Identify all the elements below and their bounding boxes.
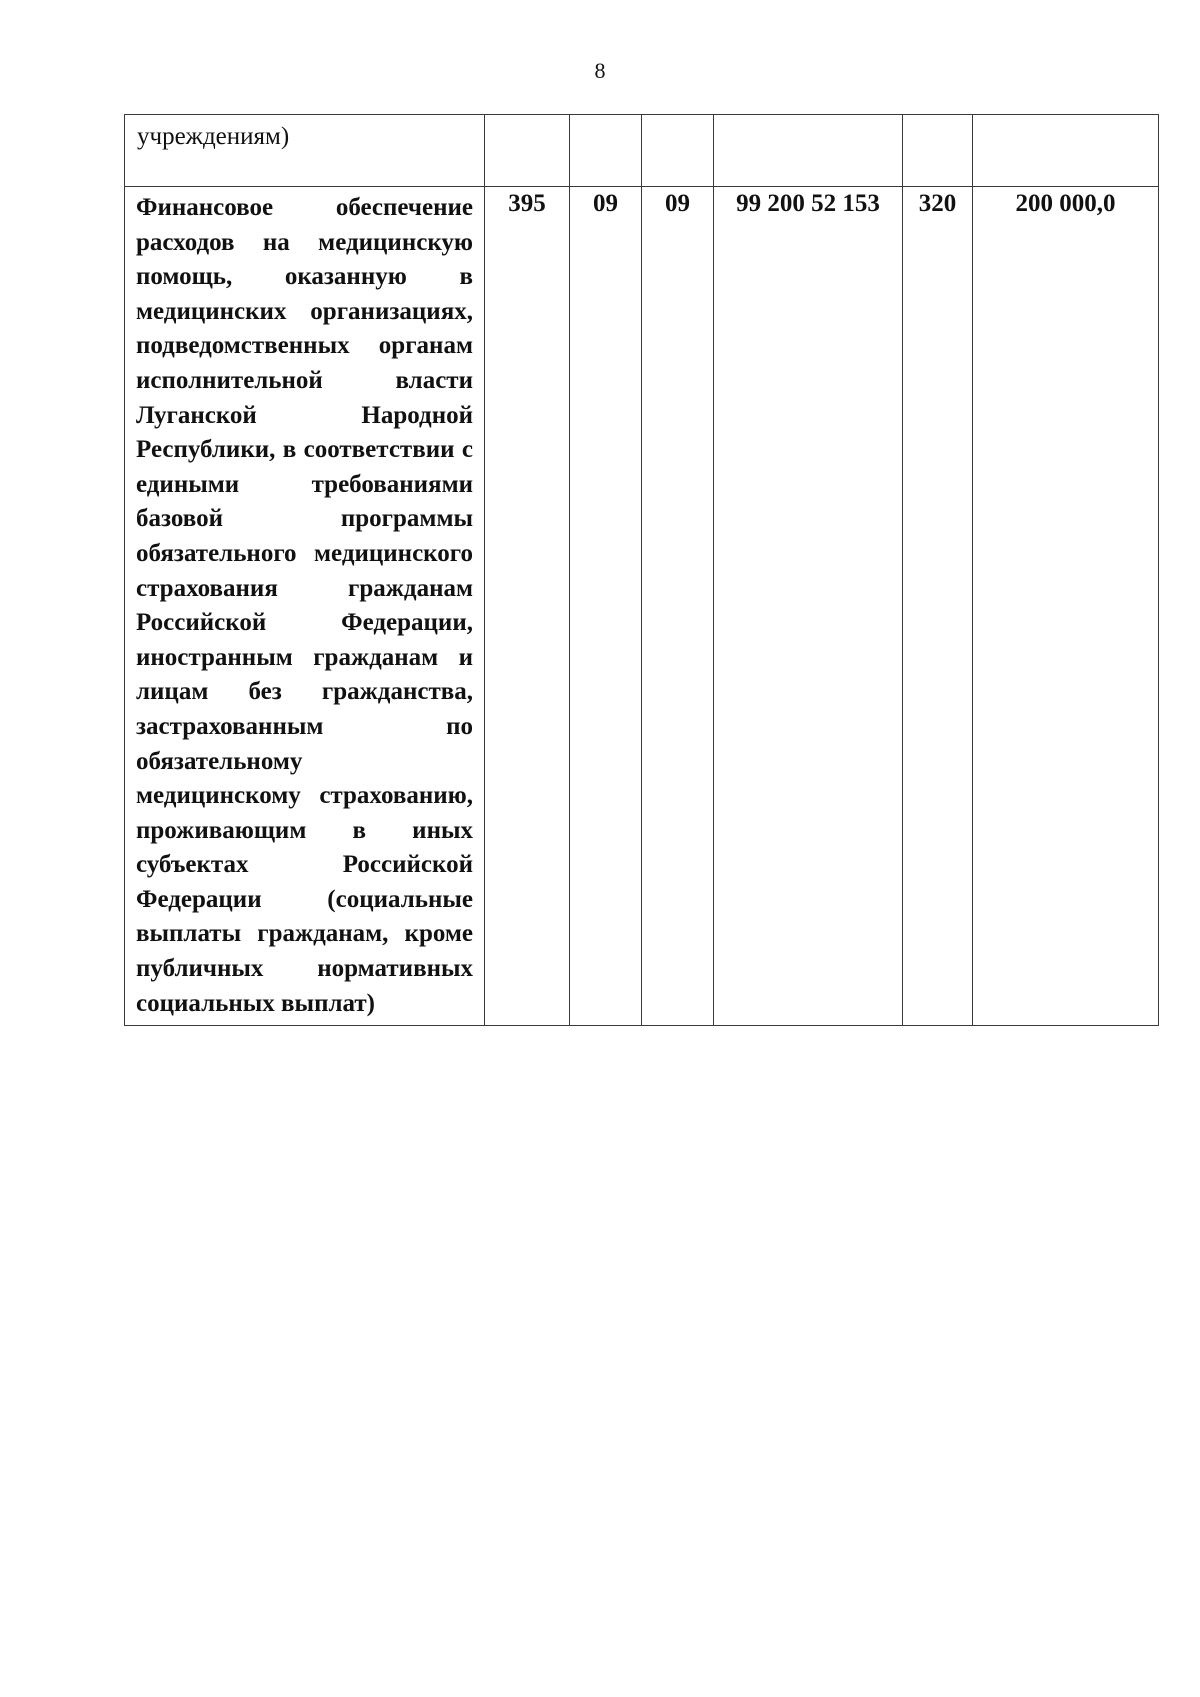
section-cell [570,115,642,187]
subsection-cell [642,115,714,187]
ministry-cell [485,115,570,187]
table-row [125,187,1159,1026]
section-code: 09 [593,190,618,217]
row-name-text: учреждениям) [137,123,290,150]
budget-table [124,114,1159,1026]
ministry-cell [485,187,570,1026]
name-cell [125,115,485,187]
expense-type-code: 320 [918,190,957,217]
page-number: 8 [594,58,606,83]
subsection-code: 09 [665,190,690,217]
table-row-continued [125,115,1159,187]
section-cell [570,187,642,1026]
expense-type-cell [903,115,973,187]
target-article-cell [714,115,903,187]
target-article-cell [714,187,903,1026]
ministry-code: 395 [508,190,546,217]
subsection-cell [642,187,714,1026]
row-name-text: Финансовое обеспечение расходов на медицинскую помощь, оказанную в медицинских организациях, подведомственных органам исполнительной власти Луганской Народной Республики, в соответствии с едиными требованиями базовой программы обязательного медицинского страхования гражданам Российской Федерации, иностранным гражданам и лицам без гражданства, застрахованным по обязательному медицинскому страхованию, проживающим в иных субъектах Российской Федерации (социальные выплаты гражданам, кроме публичных нормативных социальных выплат) [136,194,473,1017]
amount-cell [973,115,1159,187]
target-article-code: 99 200 52 153 [736,190,880,217]
amount-value: 200 000,0 [1015,190,1116,217]
name-cell [125,187,485,1026]
expense-type-cell [903,187,973,1026]
amount-cell [973,187,1159,1026]
